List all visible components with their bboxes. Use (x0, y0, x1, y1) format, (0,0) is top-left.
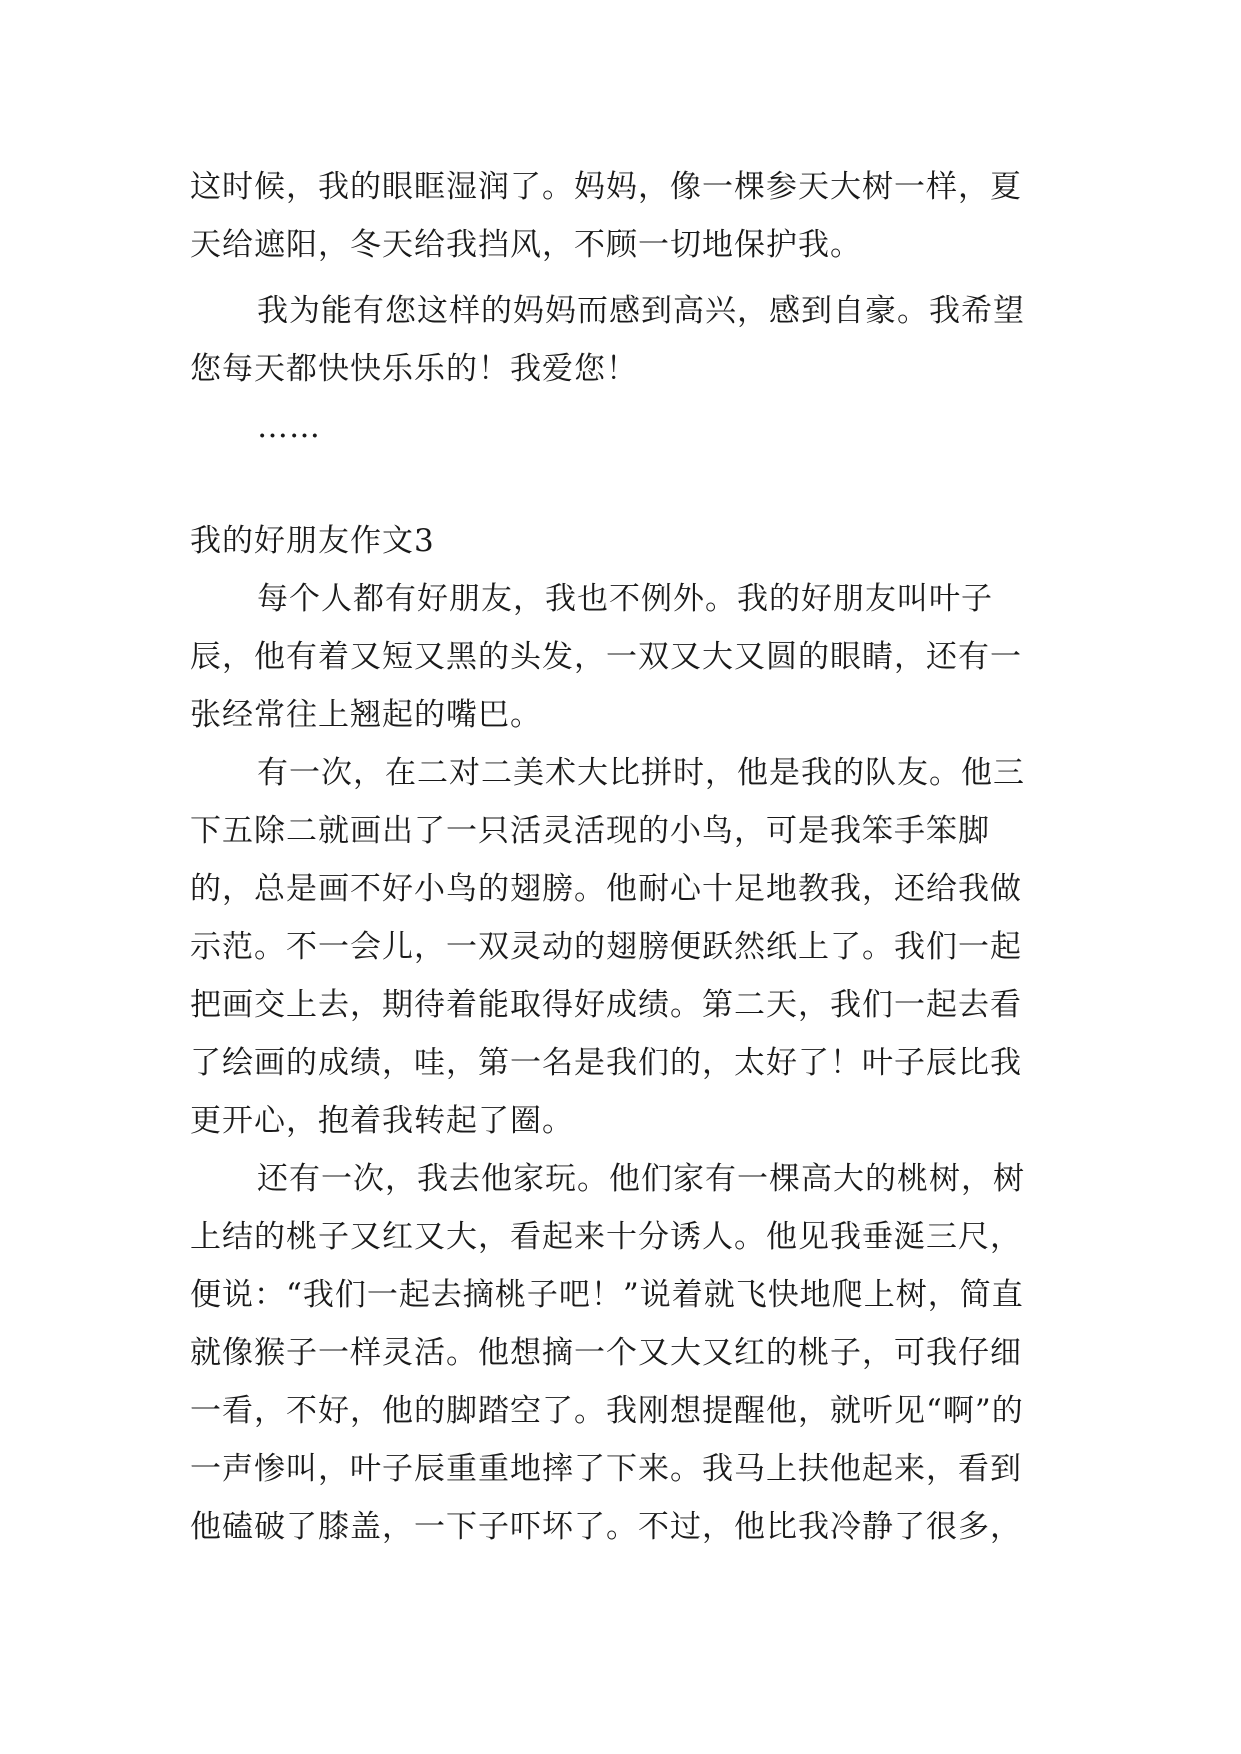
ellipsis-text: …… (257, 409, 321, 445)
paragraph-love-mother: 我为能有您这样的妈妈而感到高兴，感到自豪。我希望您每天都快快乐乐的！我爱您！ (190, 293, 1025, 387)
essay-heading: 我的好朋友作文3 (190, 523, 435, 559)
paragraph-art-contest: 有一次，在二对二美术大比拼时，他是我的队友。他三下五除二就画出了一只活灵活现的小鸟，可是我笨手笨脚的，总是画不好小鸟的翅膀。他耐心十足地教我，还给我做示范。不一会儿，一双灵动的翅膀便跃然纸上了。我们一起把画交上去，期待着能取得好成绩。第二天，我们一起去看了绘画的成绩，哇，第一名是我们的，太好了！叶子辰比我更开心，抱着我转起了圈。 (190, 755, 1025, 1139)
paragraph-peach-tree: 还有一次，我去他家玩。他们家有一棵高大的桃树，树上结的桃子又红又大，看起来十分诱人。他见我垂涎三尺，便说：“我们一起去摘桃子吧！”说着就飞快地爬上树，简直就像猴子一样灵活。他想摘一个又大又红的桃子，可我仔细一看，不好，他的脚踏空了。我刚想提醒他，就听见“啊”的一声惨叫，叶子辰重重地摔了下来。我马上扶他起来，看到他磕破了膝盖，一下子吓坏了。不过，他比我冷静了很多， (190, 1161, 1025, 1545)
paragraph-friend-intro: 每个人都有好朋友，我也不例外。我的好朋友叫叶子辰，他有着又短又黑的头发，一双又大又圆的眼睛，还有一张经常往上翘起的嘴巴。 (190, 581, 1022, 733)
paragraph-mother-protection: 这时候，我的眼眶湿润了。妈妈，像一棵参天大树一样，夏天给遮阳，冬天给我挡风，不顾一切地保护我。 (190, 169, 1022, 263)
